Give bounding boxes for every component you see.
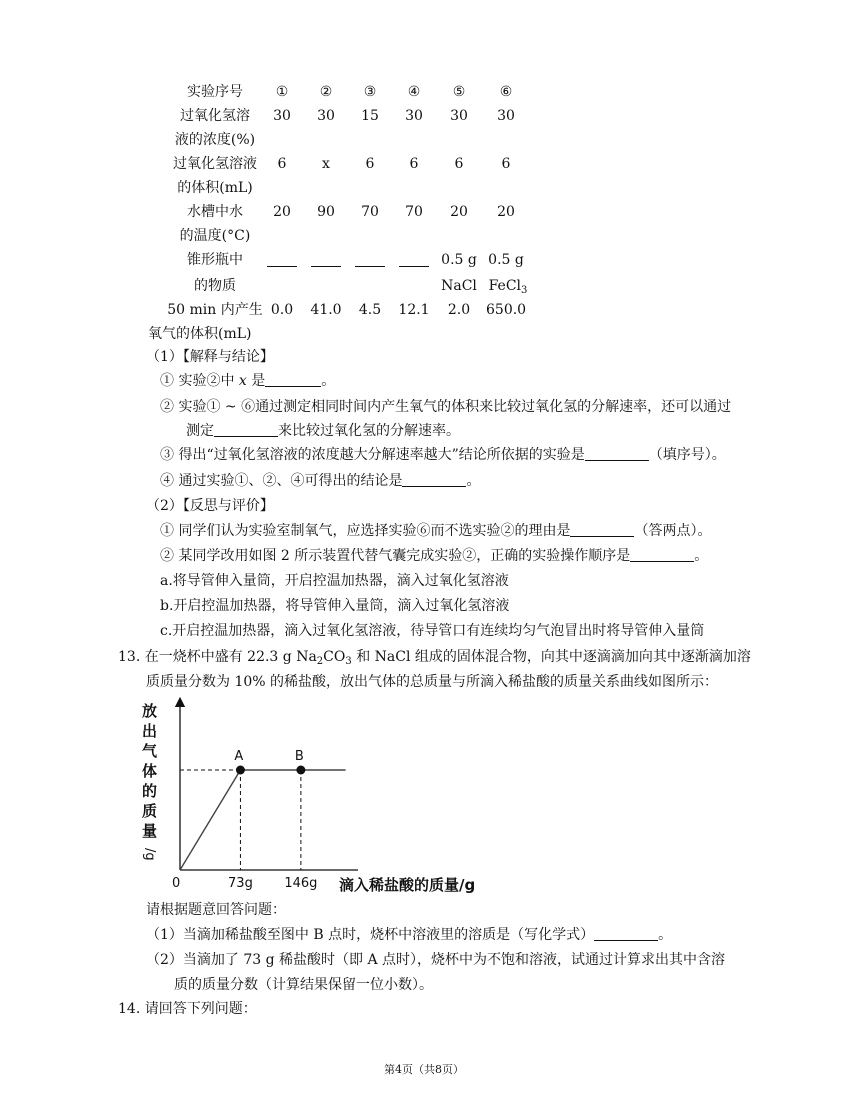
oxygen-2: 41.0 [310,302,342,318]
concentration-3: 15 [361,108,379,124]
x-tick-label: 73g [228,876,253,891]
q12-1-4: ④ 通过实验①、②、④可得出的结论是 。 [160,473,481,489]
q13-sub1: （1）当滴加稀盐酸至图中 B 点时，烧杯中溶液里的溶质是（写化学式） 。 [146,927,673,943]
temperature-1: 20 [273,204,291,220]
data-point-b [296,766,305,775]
page-footer: 第4页（共8页） [384,1063,464,1076]
y-axis-label [142,702,158,861]
point-label-b: B [294,749,304,764]
point-label-a: A [234,749,244,764]
oxygen-6: 650.0 [486,302,527,318]
oxygen-1: 0.0 [270,302,294,318]
part2-heading: （2）【反思与评价】 [146,498,274,514]
volume-4: 6 [409,156,419,172]
series-line [180,770,346,870]
x-tick-label: 146g [284,876,318,891]
y-axis-label-char: 气 [142,742,158,760]
q13-sub2b: 质的质量分数（计算结果保留一位小数）。 [174,977,433,993]
substance-5-name: NaCl [441,278,477,294]
row-label-concentration-2: 液的浓度(%) [174,132,256,148]
option-a: a.将导管伸入量筒，开启控温加热器，滴入过氧化氢溶液 [160,573,509,589]
temperature-3: 70 [361,204,379,220]
q13-line1: 13. 在一烧杯中盛有 22.3 g $Na_2CO_3$ 和 NaCl 组成的固体混合物，向其中逐滴滴加向其中逐渐滴加溶 [118,649,751,667]
row-label-temperature-2: 的温度(°C) [179,228,251,244]
row-label-volume-2: 的体积(mL) [177,180,253,196]
row-label-oxygen-1: 50 min 内产生 [167,302,263,318]
header-1: ① [275,84,289,100]
y-axis-label-char: 出 [142,722,158,740]
row-label-concentration-1: 过氧化氢溶 [180,108,250,124]
row-label-serial: 实验序号 [187,84,243,100]
concentration-4: 30 [405,108,423,124]
volume-5: 6 [454,156,464,172]
q13-sub2a: （2）当滴加了 73 g 稀盐酸时（即 A 点时），烧杯中为不饱和溶液，试通过计算求出其中含溶 [146,952,726,968]
header-6: ⑥ [499,84,513,100]
q13-prompt: 请根据题意回答问题： [146,902,286,918]
data-point-a [236,766,245,775]
concentration-1: 30 [273,108,291,124]
row-label-substance-2: 的物质 [194,278,236,294]
gas-mass-chart [136,694,496,898]
q12-1-2a: ② 实验① ~ ⑥通过测定相同时间内产生氧气的体积来比较过氧化氢的分解速率，还可以通过 [160,399,732,415]
row-label-volume-1: 过氧化氢溶液 [173,156,257,172]
header-4: ④ [407,84,421,100]
temperature-6: 20 [497,204,515,220]
oxygen-5: 2.0 [447,302,471,318]
row-label-substance-1: 锥形瓶中 [187,252,243,268]
oxygen-4: 12.1 [398,302,430,318]
row-label-temperature-1: 水槽中水 [187,204,243,220]
concentration-6: 30 [497,108,515,124]
q12-2-1: ① 同学们认为实验室制氧气，应选择实验⑥而不选实验②的理由是 （答两点）。 [160,523,712,539]
option-c: c.开启控温加热器，滴入过氧化氢溶液，待导管口有连续均匀气泡冒出时将导管伸入量筒 [160,623,705,639]
q12-2-2: ② 某同学改用如图 2 所示装置代替气囊完成实验②，正确的实验操作顺序是 。 [160,548,709,564]
volume-1: 6 [277,156,287,172]
header-2: ② [319,84,333,100]
temperature-2: 90 [317,204,335,220]
volume-3: 6 [365,156,375,172]
concentration-2: 30 [317,108,335,124]
row-label-oxygen-2: 氧气的体积(mL) [148,326,252,342]
header-5: ⑤ [452,84,466,100]
substance-6-name: FeCl$_3$ [488,278,528,296]
y-axis-label-char: 量 [142,822,158,840]
substance-6-amount: 0.5 g [488,252,524,268]
y-axis-label-char: 放 [142,702,158,720]
substance-blank-3 [355,254,385,271]
q14-heading: 14. 请回答下列问题： [118,1001,257,1017]
substance-blank-2 [311,254,341,271]
y-axis-label-char: 质 [142,802,158,820]
q12-1-1: ① 实验②中 x 是 。 [160,373,336,389]
substance-5-amount: 0.5 g [441,252,477,268]
q12-1-3: ③ 得出“过氧化氢溶液的浓度越大分解速率越大”结论所依据的实验是 （填序号）。 [160,447,726,463]
temperature-4: 70 [405,204,423,220]
substance-blank-4 [399,254,429,271]
oxygen-3: 4.5 [358,302,382,318]
header-3: ③ [363,84,377,100]
temperature-5: 20 [450,204,468,220]
part1-heading: （1）【解释与结论】 [146,349,274,365]
q12-1-2b: 测定 来比较过氧化氢的分解速率。 [186,423,460,439]
y-axis-label-char: 的 [142,782,158,800]
option-b: b.开启控温加热器，将导管伸入量筒，滴入过氧化氢溶液 [160,598,510,614]
q13-line2: 质质量分数为 10% 的稀盐酸，放出气体的总质量与所滴入稀盐酸的质量关系曲线如图所示： [146,674,719,690]
y-axis-unit: /g [142,848,157,861]
volume-2: x [322,156,330,172]
concentration-5: 30 [450,108,468,124]
y-axis-label-char: 体 [142,762,158,780]
volume-6: 6 [501,156,511,172]
x-axis-label: 滴入稀盐酸的质量/g [339,876,476,894]
origin-label: 0 [172,876,181,891]
substance-blank-1 [267,254,297,271]
